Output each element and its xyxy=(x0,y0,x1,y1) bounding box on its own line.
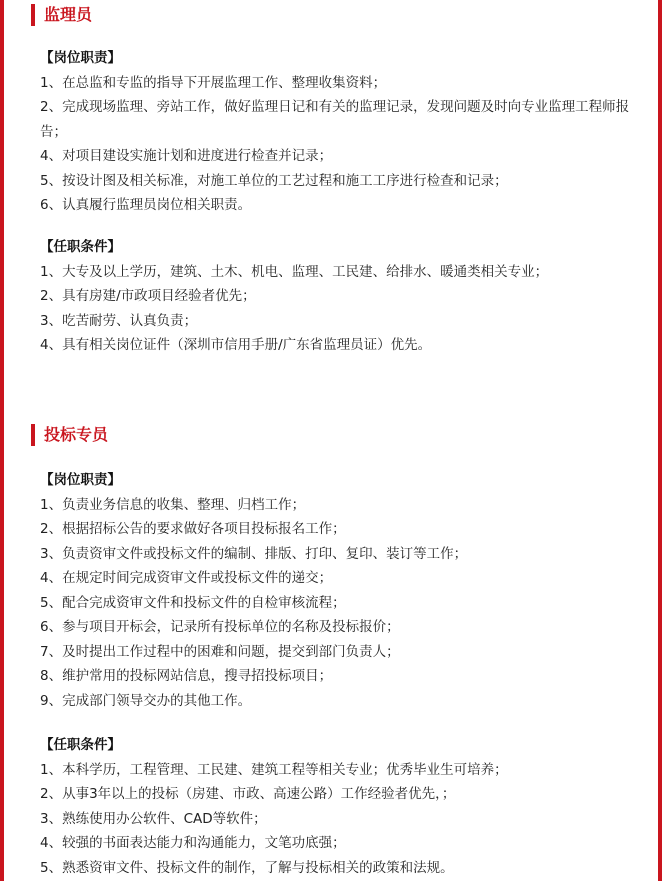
list-item: 1、负责业务信息的收集、整理、归档工作； xyxy=(40,496,306,513)
supervisor-requirements xyxy=(40,235,640,358)
list-item: 2、完成现场监理、旁站工作，做好监理日记和有关的监理记录，发现问题及时向专业监理工程师报告； xyxy=(40,99,630,140)
duties-heading: 【岗位职责】 xyxy=(40,472,121,488)
requirements-heading: 【任职条件】 xyxy=(40,239,121,255)
list-item: 6、参与项目开标会，记录所有投标单位的名称及投标报价； xyxy=(40,619,400,635)
list-item: 8、维护常用的投标网站信息，搜寻招投标项目； xyxy=(40,668,333,684)
section-title-bidding xyxy=(31,423,108,447)
supervisor-duties xyxy=(40,46,640,218)
list-item: 5、熟悉资审文件、投标文件的制作，了解与投标相关的政策和法规。 xyxy=(40,859,454,876)
list-item: 1、大专及以上学历，建筑、土木、机电、监理、工民建、给排水、暖通类相关专业； xyxy=(40,263,549,280)
section-marker xyxy=(31,424,35,446)
section-title-text: 投标专员 xyxy=(44,425,109,444)
list-item: 1、本科学历，工程管理、工民建、建筑工程等相关专业；优秀毕业生可培养； xyxy=(40,761,508,778)
bidding-requirements xyxy=(40,733,640,880)
list-item: 4、对项目建设实施计划和进度进行检查并记录； xyxy=(40,148,333,164)
list-item: 4、较强的书面表达能力和沟通能力，文笔功底强； xyxy=(40,835,346,851)
section-title-text: 监理员 xyxy=(44,5,93,24)
list-item: 4、具有相关岗位证件（深圳市信用手册/广东省监理员证）优先。 xyxy=(40,337,432,353)
list-item: 7、及时提出工作过程中的困难和问题，提交到部门负责人； xyxy=(40,643,400,660)
section-title-supervisor xyxy=(31,3,92,27)
list-item: 3、熟练使用办公软件、CAD等软件； xyxy=(40,810,267,827)
list-item: 1、在总监和专监的指导下开展监理工作、整理收集资料； xyxy=(40,74,387,91)
list-item: 6、认真履行监理员岗位相关职责。 xyxy=(40,197,252,213)
list-item: 3、吃苦耐劳、认真负责； xyxy=(40,312,198,329)
bidding-duties xyxy=(40,468,640,713)
section-marker xyxy=(31,4,35,26)
list-item: 2、根据招标公告的要求做好各项目投标报名工作； xyxy=(40,521,346,537)
list-item: 5、按设计图及相关标准，对施工单位的工艺过程和施工工序进行检查和记录； xyxy=(40,172,508,189)
right-border xyxy=(658,0,662,881)
list-item: 2、从事3年以上的投标（房建、市政、高速公路）工作经验者优先，； xyxy=(40,786,456,802)
requirements-heading: 【任职条件】 xyxy=(40,737,121,753)
list-item: 3、负责资审文件或投标文件的编制、排版、打印、复印、装订等工作； xyxy=(40,545,468,562)
list-item: 5、配合完成资审文件和投标文件的自检审核流程； xyxy=(40,594,346,611)
list-item: 9、完成部门领导交办的其他工作。 xyxy=(40,692,252,709)
list-item: 2、具有房建/市政项目经验者优先； xyxy=(40,288,256,304)
duties-heading: 【岗位职责】 xyxy=(40,50,121,66)
list-item: 4、在规定时间完成资审文件或投标文件的递交； xyxy=(40,570,333,586)
left-border xyxy=(0,0,4,881)
